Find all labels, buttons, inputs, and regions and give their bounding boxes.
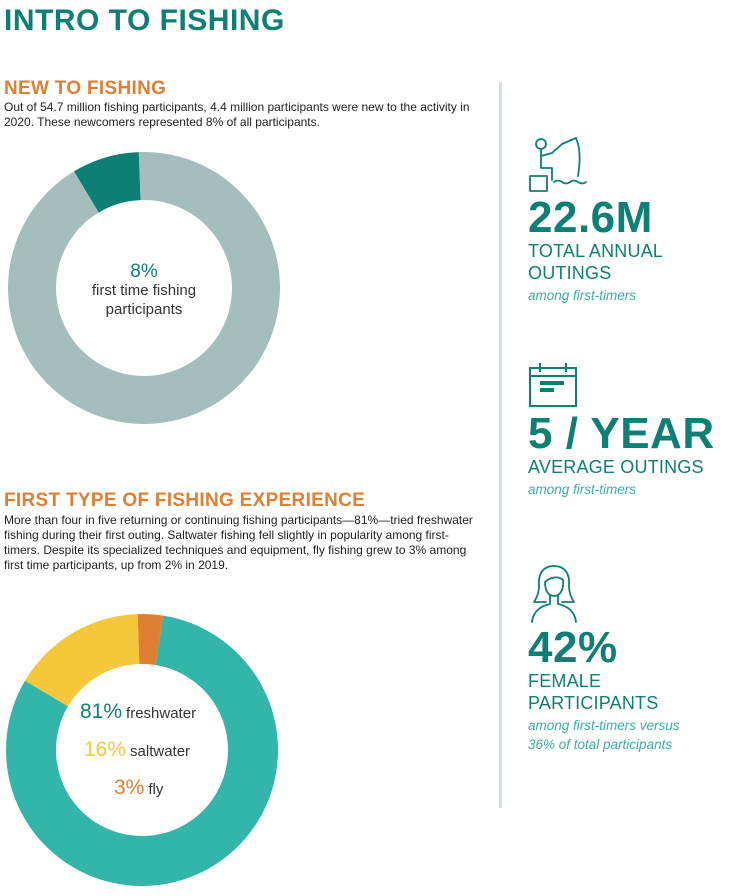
new-participants-caption: first time fishing participants xyxy=(91,282,197,318)
fishing-type-legend-name: fly xyxy=(148,781,164,798)
fishing-type-legend-name: freshwater xyxy=(126,705,197,722)
stat-female-participants xyxy=(528,562,733,754)
stat-female-participants-sub-line: among first-timers versus xyxy=(528,718,680,733)
fishing-type-legend-name: saltwater xyxy=(130,743,191,760)
fishing-type-legend-pct: 81% xyxy=(80,700,123,723)
fishing-type-legend-fly xyxy=(114,776,163,800)
stat-female-participants-label xyxy=(528,670,733,714)
page-title: INTRO TO FISHING xyxy=(4,4,285,37)
fishing-type-legend-freshwater xyxy=(80,700,196,724)
fishing-type-legend-pct: 3% xyxy=(114,776,145,799)
stat-total-outings-label-line: OUTINGS xyxy=(528,263,612,283)
stat-average-outings-label-line: AVERAGE OUTINGS xyxy=(528,457,704,477)
stat-female-participants-label-line: FEMALE xyxy=(528,671,602,691)
first-type-body: More than four in five returning or continuing fishing participants—81%—tried freshwater fishing during their first outing. Saltwater fishing fell slightly in popularity among first-timers. Despite its specialized techniques and equipment, fly fishing grew to 3% among first time participants, up from 2% in 2019. xyxy=(4,513,473,572)
stat-average-outings-sub-line: among first-timers xyxy=(528,482,637,497)
new-participants-pct: 8% xyxy=(130,261,158,282)
fishing-type-legend-pct: 16% xyxy=(84,738,127,761)
new-participants-donut-label xyxy=(64,262,224,319)
stat-total-outings-label xyxy=(528,240,733,284)
stat-total-outings-label-line: TOTAL ANNUAL xyxy=(528,241,664,261)
woman-icon xyxy=(528,562,580,624)
stat-female-participants-sub-line: 36% of total participants xyxy=(528,737,673,752)
stat-female-participants-sub xyxy=(528,716,733,754)
stat-total-outings-sub-line: among first-timers xyxy=(528,288,637,303)
new-to-fishing-heading: NEW TO FISHING xyxy=(4,78,167,99)
fishing-type-legend-saltwater xyxy=(84,738,190,762)
stat-average-outings-value: 5 / YEAR xyxy=(528,409,715,458)
stat-total-outings-sub xyxy=(528,286,733,305)
calendar-icon xyxy=(528,362,580,410)
stat-total-outings-value: 22.6M xyxy=(528,193,653,242)
stat-average-outings-sub xyxy=(528,480,733,499)
column-divider xyxy=(499,82,502,808)
new-to-fishing-body: Out of 54.7 million fishing participants, 4.4 million participants were new to the activity in 2020. These newcomers represented 8% of all participants. xyxy=(4,100,470,129)
stat-average-outings-label xyxy=(528,456,733,478)
stat-female-participants-value: 42% xyxy=(528,623,618,672)
stat-total-outings xyxy=(528,136,733,305)
stat-average-outings xyxy=(528,362,733,499)
fisherman-icon xyxy=(528,136,590,194)
first-type-heading: FIRST TYPE OF FISHING EXPERIENCE xyxy=(4,490,366,511)
stat-female-participants-label-line: PARTICIPANTS xyxy=(528,693,659,713)
